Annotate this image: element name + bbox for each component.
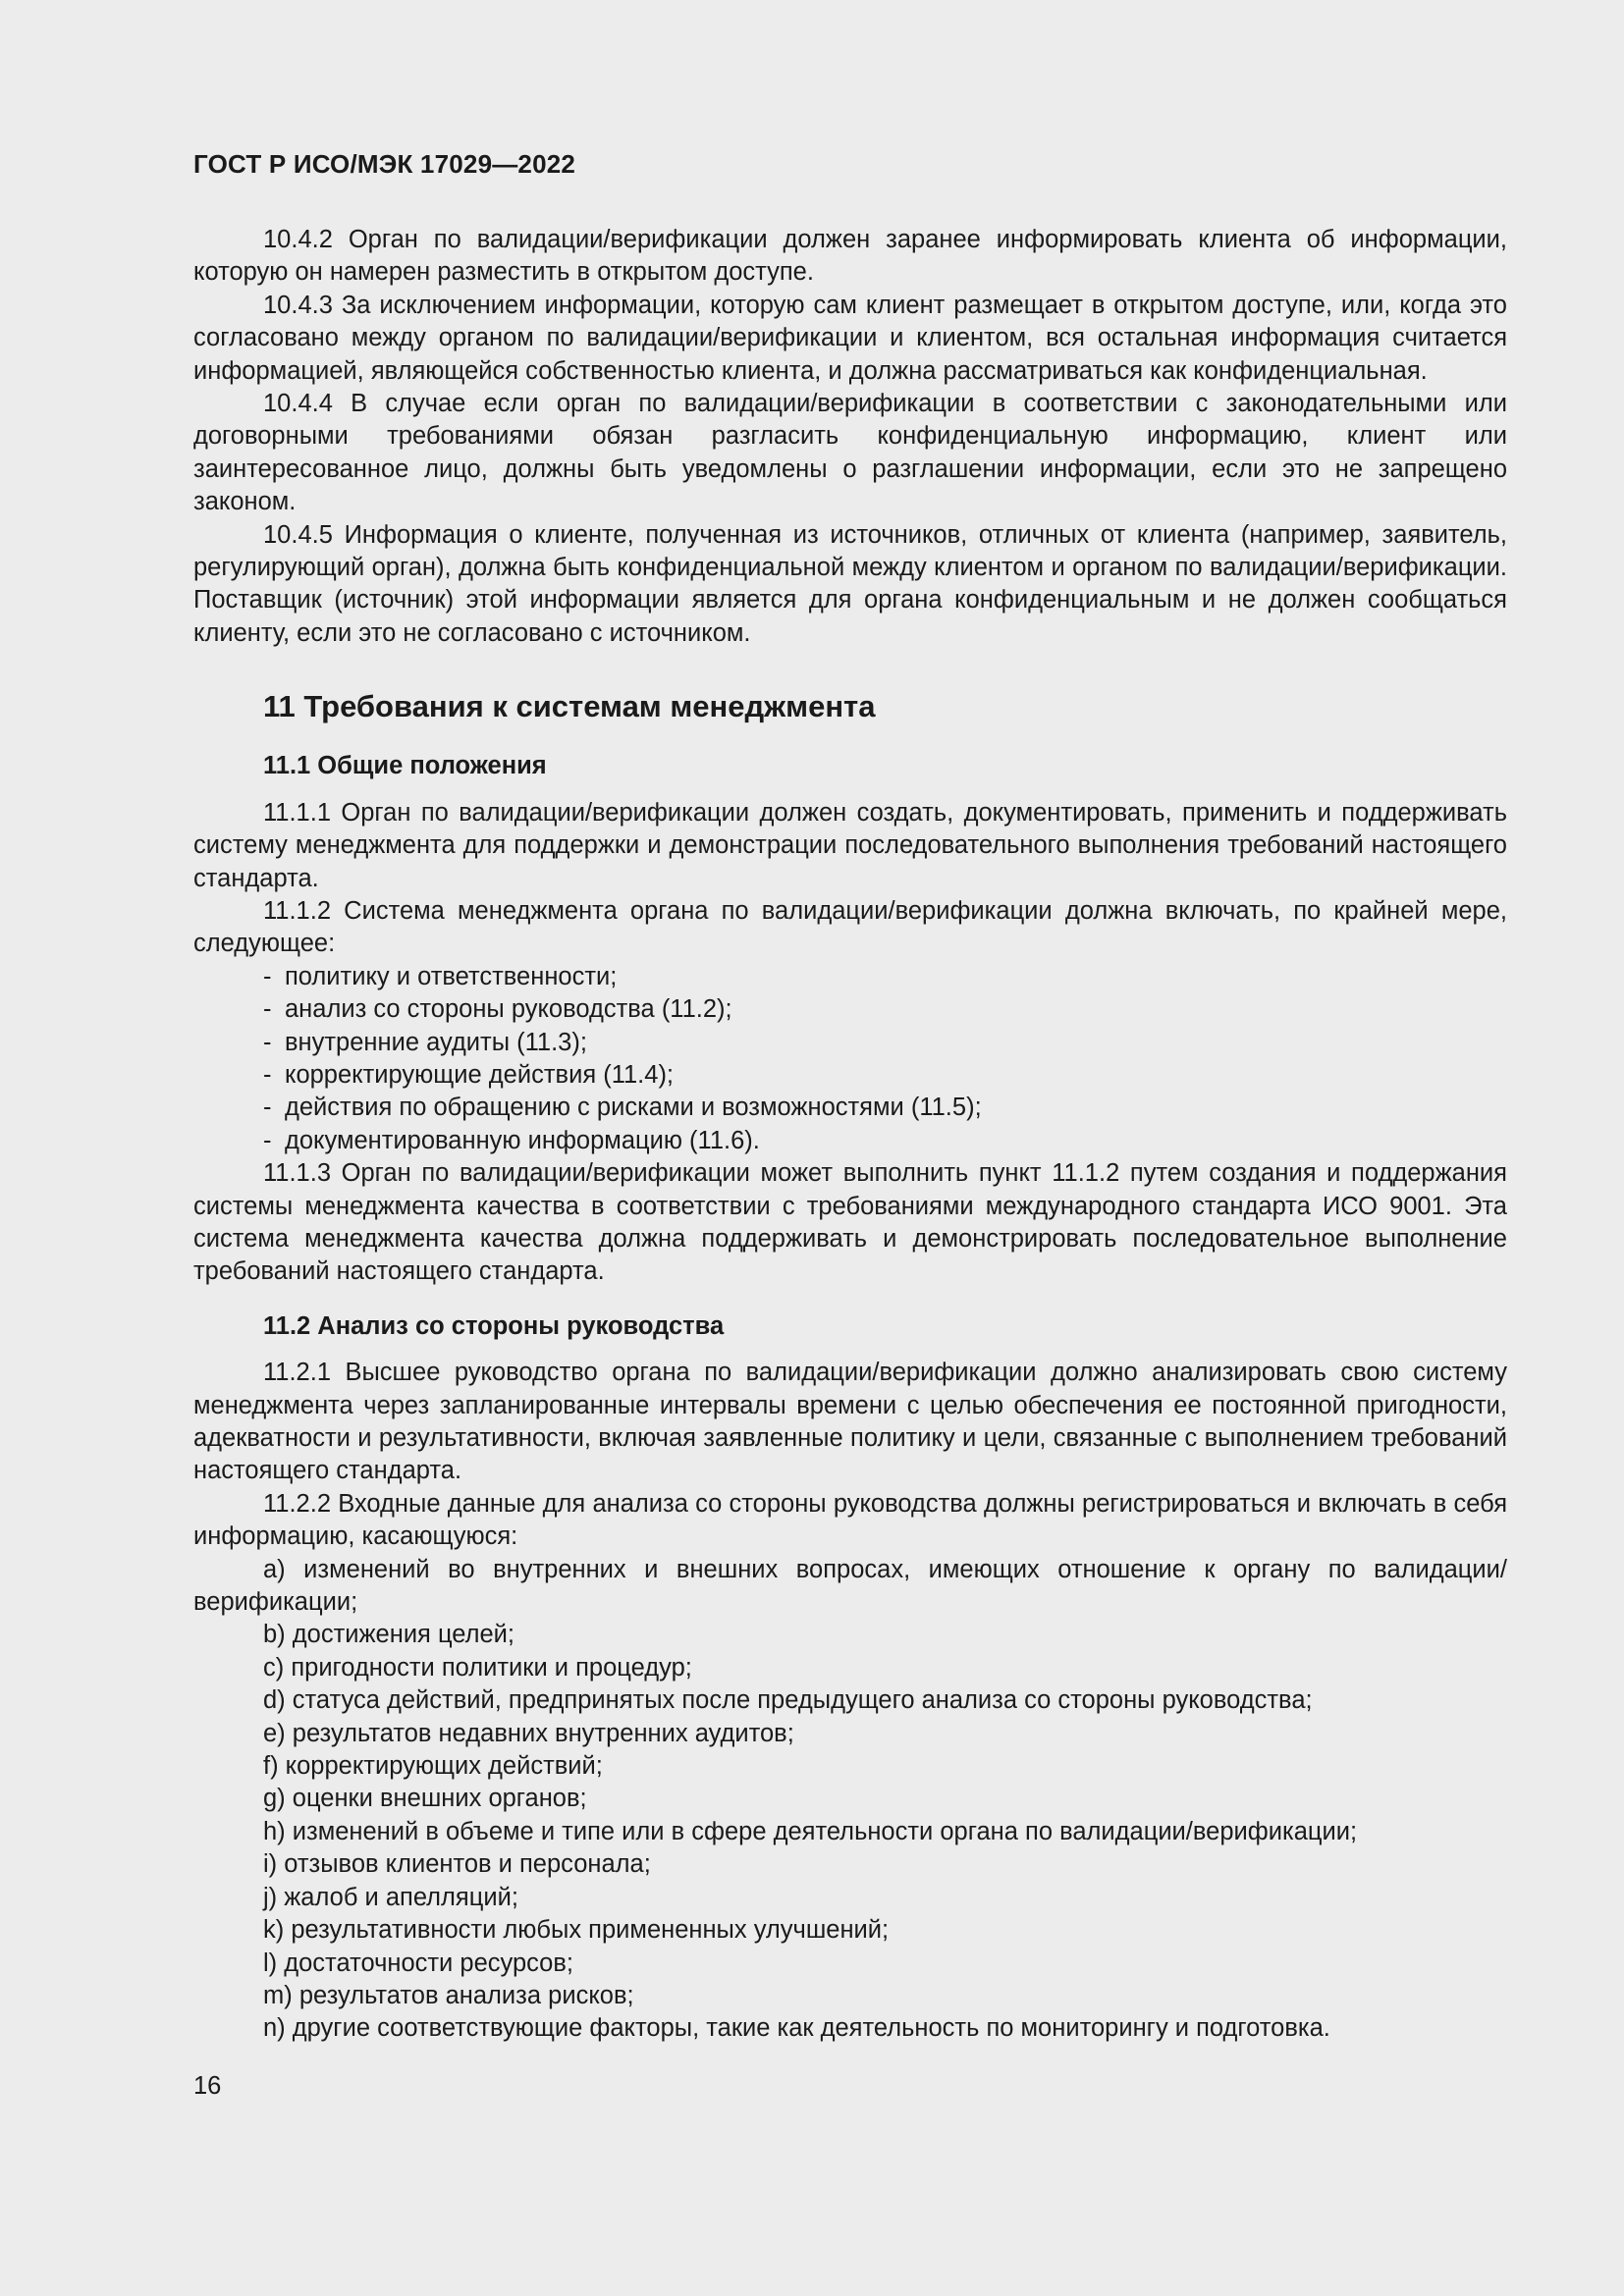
page-number: 16	[193, 2072, 222, 2100]
list-item: d) статуса действий, предпринятых после предыдущего анализа со стороны руководства;	[263, 1686, 1313, 1715]
list-item: b) достижения целей;	[263, 1621, 514, 1649]
list-item: - корректирующие действия (11.4);	[263, 1059, 1507, 1092]
list-item: e) результатов недавних внутренних аудитов;	[263, 1719, 794, 1747]
list-item: h) изменений в объеме и типе или в сфере деятельности органа по валидации/верификации;	[263, 1817, 1358, 1845]
subsection-11-2-heading: 11.2 Анализ со стороны руководства	[263, 1311, 725, 1340]
list-item: - анализ со стороны руководства (11.2);	[263, 993, 1507, 1026]
list-item: n) другие соответствующие факторы, такие как деятельность по мониторингу и подготовка.	[263, 2014, 1330, 2043]
paragraph-11-1-1: 11.1.1 Орган по валидации/верификации должен создать, документировать, применить и поддерживать систему менеджмента для поддержки и демонстрации последовательного выполнения требований настоящего стандарта.	[193, 798, 1507, 892]
list-item: l) достаточности ресурсов;	[263, 1949, 573, 1977]
paragraph-10-4-2: 10.4.2 Орган по валидации/верификации должен заранее информировать клиента об информации, которую он намерен разместить в открытом доступе.	[193, 226, 1507, 287]
paragraph-10-4-3: 10.4.3 За исключением информации, которую сам клиент размещает в открытом доступе, или, когда это согласовано между органом по валидации/верификации и клиентом, вся остальная информация считается информацией, являющейся собственностью клиента, и должна рассматриваться как конфиденциальная.	[193, 291, 1507, 385]
paragraph-11-1-3: 11.1.3 Орган по валидации/верификации может выполнить пункт 11.1.2 путем создания и поддержания системы менеджмента качества в соответствии с требованиями международного стандарта ИСО 9001. Эта система менеджмента качества должна поддерживать и демонстрировать последовательное выполнение требований настоящего стандарта.	[193, 1159, 1507, 1286]
list-item: - политику и ответственности;	[263, 961, 1507, 993]
paragraph-11-1-2: 11.1.2 Система менеджмента органа по валидации/верификации должна включать, по крайней мере, следующее:	[193, 896, 1507, 958]
dash-marker: -	[263, 1126, 272, 1154]
dash-marker: -	[263, 962, 272, 990]
list-item: k) результативности любых примененных улучшений;	[263, 1916, 890, 1945]
list-item: m) результатов анализа рисков;	[263, 1981, 634, 2009]
paragraph-10-4-4: 10.4.4 В случае если орган по валидации/верификации в соответствии с законодательными или договорными требованиями обязан разгласить конфиденциальную информацию, клиент или заинтересованное лицо, должны быть уведомлены о разглашении информации, если это не запрещено законом.	[193, 390, 1507, 516]
list-item: j) жалоб и апелляций;	[263, 1883, 518, 1911]
document-body	[193, 224, 1507, 2046]
paragraph-11-2-1: 11.2.1 Высшее руководство органа по валидации/верификации должно анализировать свою систему менеджмента через запланированные интервалы времени с целью обеспечения ее постоянной пригодности, адекватности и результативности, включая заявленные политику и цели, связанные с выполнением требований настоящего стандарта.	[193, 1359, 1507, 1485]
list-item: f) корректирующих действий;	[263, 1752, 603, 1781]
list-item: - действия по обращению с рисками и возможностями (11.5);	[263, 1092, 1507, 1124]
dash-marker: -	[263, 1060, 272, 1089]
paragraph-10-4-5: 10.4.5 Информация о клиенте, полученная из источников, отличных от клиента (например, заявитель, регулирующий орган), должна быть конфиденциальной между клиентом и органом по валидации/верификации. Поставщик (источник) этой информации является для органа конфиденциальным и не должен сообщаться клиенту, если это не согласовано с источником.	[193, 520, 1507, 647]
list-item: g) оценки внешних органов;	[263, 1785, 587, 1813]
dash-marker: -	[263, 1094, 272, 1122]
list-item: a) изменений во внутренних и внешних вопросах, имеющих отношение к органу по валидации/верификации;	[193, 1555, 1507, 1617]
standard-header: ГОСТ Р ИСО/МЭК 17029—2022	[193, 149, 576, 179]
paragraph-11-2-2: 11.2.2 Входные данные для анализа со стороны руководства должны регистрироваться и включать в себя информацию, касающуюся:	[193, 1489, 1507, 1551]
dash-marker: -	[263, 995, 272, 1024]
list-item: - документированную информацию (11.6).	[263, 1125, 1507, 1157]
list-item: c) пригодности политики и процедур;	[263, 1653, 692, 1682]
subsection-11-1-heading: 11.1 Общие положения	[263, 752, 547, 780]
section-11-heading: 11 Требования к системам менеджмента	[263, 689, 876, 724]
list-item: i) отзывов клиентов и персонала;	[263, 1850, 651, 1879]
list-item: - внутренние аудиты (11.3);	[263, 1027, 1507, 1059]
dash-marker: -	[263, 1028, 272, 1056]
